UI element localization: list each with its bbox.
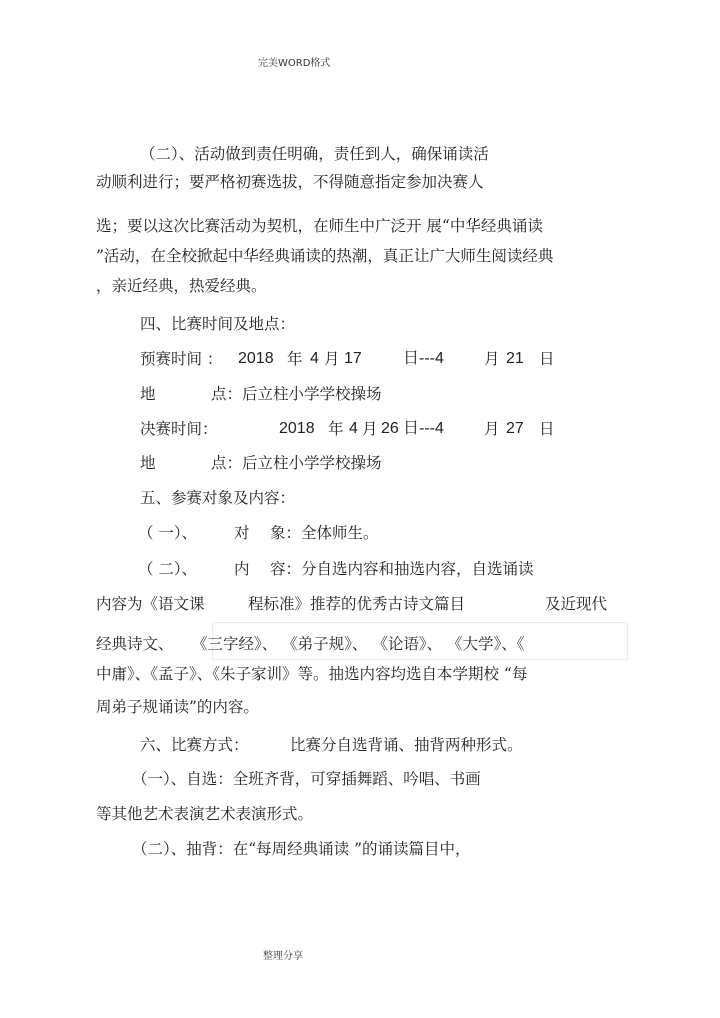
- body-line: （二）、活动做到责任明确，责任到人，确保诵读活: [140, 145, 489, 163]
- content-line: [0, 559, 720, 581]
- final-ri: 日: [539, 420, 555, 438]
- item-prefix: （ 二）、: [138, 560, 198, 578]
- venue-label: 地: [140, 454, 156, 472]
- final-month: 4: [349, 420, 358, 437]
- prelim-yue2: 月: [484, 350, 500, 368]
- prelim-year: 2018: [238, 350, 274, 367]
- section-heading: 六、比赛方式：: [140, 736, 249, 754]
- venue-text: 点：后立柱小学学校操场: [211, 385, 382, 403]
- prelim-month: 4: [310, 350, 319, 367]
- body-line: 等其他艺术表演艺术表演形式。: [96, 805, 314, 823]
- prelim-yue: 月: [324, 350, 340, 368]
- body-segment: 比赛分自选背诵、抽背两种形式。: [290, 736, 523, 754]
- body-segment: 《三字经》、 《弟子规》、 《论语》、 《大学》、《: [192, 635, 525, 653]
- final-label: 决赛时间：: [140, 420, 218, 438]
- final-yue: 月: [362, 420, 378, 438]
- body-line: （二）、抽背：在“每周经典诵读 ”的诵读篇目中，: [132, 840, 471, 858]
- final-day-start: 26: [381, 420, 399, 437]
- method-line: [0, 735, 720, 757]
- page-footer: 整理分享: [263, 951, 303, 962]
- body-line: 中庸》、《孟子》、《朱子家训》等。抽选内容均选自本学期校 “每: [96, 665, 528, 683]
- venue-text: 点：后立柱小学学校操场: [211, 454, 382, 472]
- item-prefix: （ 一）、: [138, 524, 198, 542]
- section-heading: 四、比赛时间及地点：: [140, 315, 296, 333]
- prelim-time-line: [0, 349, 720, 371]
- works-line: [0, 634, 720, 656]
- item-text: 容：分自选内容和抽选内容，自选诵读: [270, 560, 534, 578]
- prelim-nian: 年: [287, 350, 303, 368]
- final-year: 2018: [279, 420, 315, 437]
- body-line: 周弟子规诵读”的内容。: [96, 698, 259, 716]
- item-label: 对: [234, 524, 250, 542]
- final-yue2: 月: [484, 420, 500, 438]
- venue-line: [0, 384, 720, 406]
- body-segment: 及近现代: [545, 595, 608, 613]
- body-line: 选；要以这次比赛活动为契机，在师生中广泛开 展“中华经典诵读: [96, 217, 543, 235]
- prelim-ri-dash: 日---4: [403, 350, 444, 367]
- item-label: 内: [234, 560, 250, 578]
- body-line: ，亲近经典，热爱经典。: [96, 277, 267, 295]
- section-heading: 五、参赛对象及内容：: [140, 489, 296, 507]
- body-segment: 经典诗文、: [96, 635, 174, 653]
- item-text: 象：全体师生。: [270, 524, 379, 542]
- content-line-2: [0, 594, 720, 616]
- page-header: 完美WORD格式: [258, 58, 331, 69]
- prelim-day-start: 17: [344, 350, 362, 367]
- body-line: （一）、自选：全班齐背，可穿插舞蹈、吟唱、书画: [132, 770, 481, 788]
- participant-line: [0, 523, 720, 545]
- venue-line: [0, 453, 720, 475]
- prelim-day-end: 21: [506, 350, 524, 367]
- body-segment: 内容为《语文课: [96, 595, 205, 613]
- final-ri-dash: 日---4: [403, 420, 444, 437]
- final-day-end: 27: [506, 420, 524, 437]
- body-segment: 程标准》推荐的优秀古诗文篇目: [248, 595, 466, 613]
- body-line: ”活动，在全校掀起中华经典诵读的热潮，真正让广大师生阅读经典: [96, 247, 554, 265]
- final-time-line: [0, 419, 720, 441]
- body-line: 动顺利进行；要严格初赛选拔，不得随意指定参加决赛人: [96, 173, 484, 191]
- final-nian: 年: [328, 420, 344, 438]
- venue-label: 地: [140, 385, 156, 403]
- prelim-label: 预赛时间 ：: [140, 350, 223, 368]
- prelim-ri: 日: [539, 350, 555, 368]
